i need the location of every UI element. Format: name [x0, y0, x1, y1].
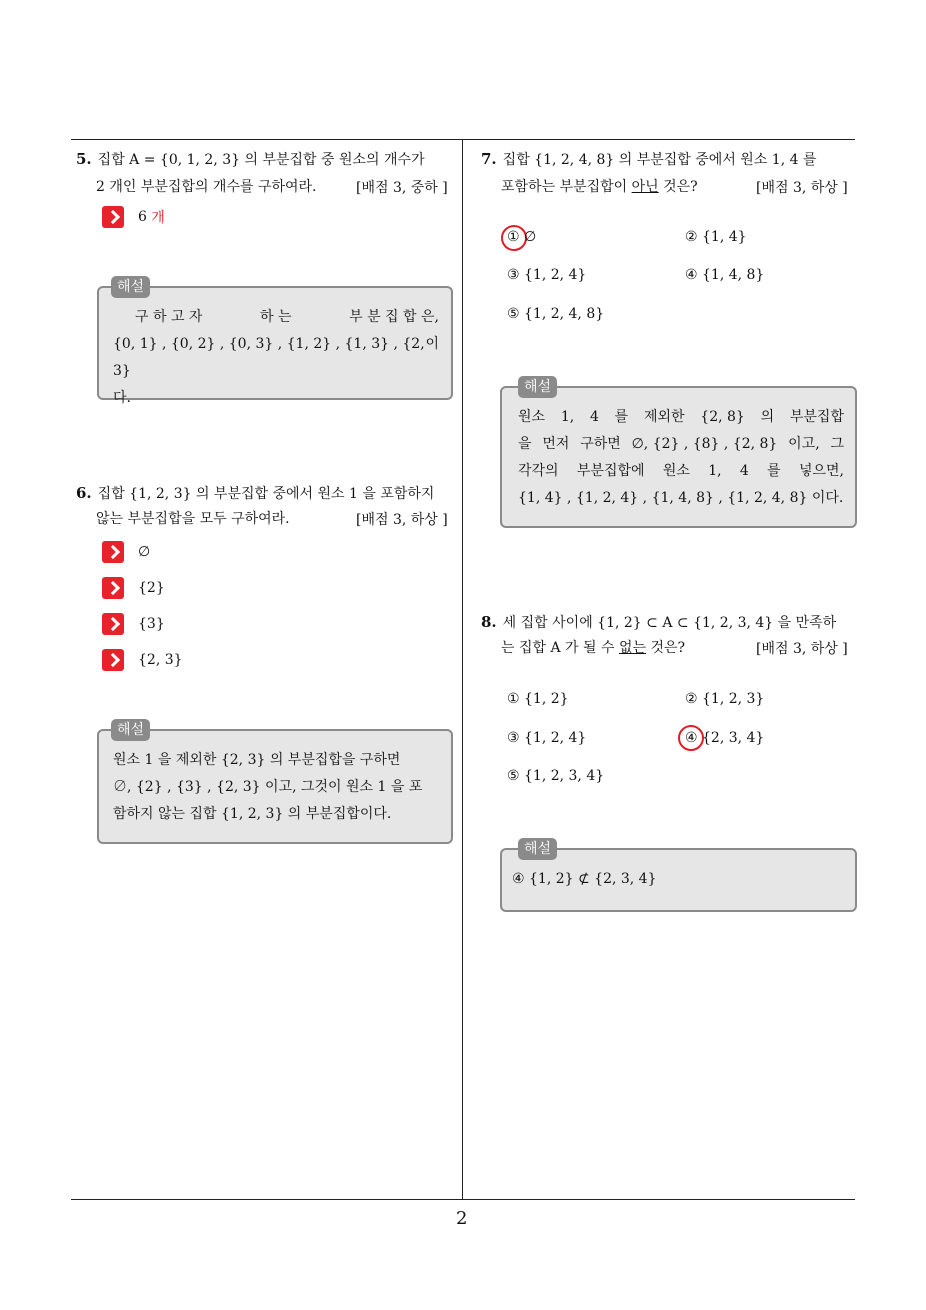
q7-explain-line1: 원소 1, 4 를 제외한 {2, 8} 의 부분집합 — [518, 409, 844, 425]
q7-explain-line2: 을 먼저 구하면 ∅, {2} , {8} , {2, 8} 이고, 그 — [518, 436, 844, 452]
q8-explain-line1: ④ {1, 2} ⊄ {2, 3, 4} — [512, 871, 657, 887]
chevron-right-icon — [102, 649, 124, 671]
q5-explain-line2: {0, 1} , {0, 2} , {0, 3} , {1, 2} , {1, 3} , {2, 3} 이 — [113, 336, 439, 379]
q5-explanation-box — [97, 279, 453, 406]
q5-line1: 5. 집합 A = {0, 1, 2, 3} 의 부분집합 중 원소의 개수가 — [76, 150, 425, 168]
q6-number: 6. — [76, 484, 92, 502]
q6-line2: 않는 부분집합을 모두 구하여라. — [96, 511, 290, 527]
q6-explain-line2: ∅, {2} , {3} , {2, 3} 이고, 그것이 원소 1 을 포 — [113, 779, 423, 795]
q8-choice-3[interactable]: ③ {1, 2, 4} — [507, 730, 587, 746]
q8-line1: 8. 세 집합 사이에 {1, 2} ⊂ A ⊂ {1, 2, 3, 4} 을 만족하 — [481, 613, 837, 631]
page-number: 2 — [456, 1208, 468, 1229]
q5-answer: 6 개 — [102, 206, 165, 228]
q8-choice-4[interactable]: ④ {2, 3, 4} — [685, 730, 765, 746]
q6-answer-1: ∅ — [102, 541, 150, 563]
q7-explain-line4: {1, 4} , {1, 2, 4} , {1, 4, 8} , {1, 2, 4, 8} 이다. — [518, 490, 844, 506]
chevron-right-icon — [102, 206, 124, 228]
q6-line1: 6. 집합 {1, 2, 3} 의 부분집합 중에서 원소 1 을 포함하지 — [76, 484, 435, 502]
q7-points: [배점 3, 하상 ] — [756, 180, 848, 196]
q8-number: 8. — [481, 613, 497, 631]
q7-line2: 포함하는 부분집합이 아닌 것은? — [501, 179, 698, 195]
q6-explain-line3: 함하지 않는 집합 {1, 2, 3} 의 부분집합이다. — [113, 806, 392, 822]
q7-choice-1[interactable]: ① ∅ — [507, 229, 537, 245]
q8-choice-1[interactable]: ① {1, 2} — [507, 691, 569, 707]
q7-choice-2[interactable]: ② {1, 4} — [685, 229, 747, 245]
q7-explain-line3: 각각의 부분집합에 원소 1, 4 를 넣으면, — [518, 463, 844, 479]
bottom-rule — [71, 1199, 855, 1200]
q8-points: [배점 3, 하상 ] — [756, 641, 848, 657]
q8-choice-5[interactable]: ⑤ {1, 2, 3, 4} — [507, 768, 605, 784]
explanation-tag: 해설 — [518, 376, 557, 398]
q7-number: 7. — [481, 150, 497, 168]
q7-choice-4[interactable]: ④ {1, 4, 8} — [685, 267, 765, 283]
q8-line2: 는 집합 A 가 될 수 없는 것은? — [501, 640, 686, 656]
q5-explain-line3: 다. — [113, 390, 131, 406]
chevron-right-icon — [102, 541, 124, 563]
q6-answer-2: {2} — [102, 577, 165, 599]
q8-explanation-box — [500, 841, 857, 912]
q5-line2: 2 개인 부분집합의 개수를 구하여라. — [96, 179, 317, 195]
q5-number: 5. — [76, 150, 92, 168]
q6-explain-line1: 원소 1 을 제외한 {2, 3} 의 부분집합을 구하면 — [113, 752, 401, 768]
q7-choice-3[interactable]: ③ {1, 2, 4} — [507, 267, 587, 283]
q7-line1: 7. 집합 {1, 2, 4, 8} 의 부분집합 중에서 원소 1, 4 를 — [481, 150, 817, 168]
q6-answer-3: {3} — [102, 613, 165, 635]
q8-choice-2[interactable]: ② {1, 2, 3} — [685, 691, 765, 707]
q5-points: [배점 3, 중하 ] — [356, 180, 448, 196]
explanation-tag: 해설 — [111, 276, 150, 298]
explanation-tag: 해설 — [518, 838, 557, 860]
chevron-right-icon — [102, 577, 124, 599]
top-rule — [71, 139, 855, 140]
chevron-right-icon — [102, 613, 124, 635]
q6-points: [배점 3, 하상 ] — [356, 512, 448, 528]
explanation-tag: 해설 — [111, 719, 150, 741]
q7-choice-5[interactable]: ⑤ {1, 2, 4, 8} — [507, 306, 605, 322]
column-divider — [462, 139, 463, 1200]
q7-explanation-box — [500, 379, 857, 528]
q5-explain-line1: 구 하 고 자 하 는 부 분 집 합 은, — [135, 309, 439, 325]
q6-answer-4: {2, 3} — [102, 649, 183, 671]
q6-explanation-box — [97, 722, 453, 844]
